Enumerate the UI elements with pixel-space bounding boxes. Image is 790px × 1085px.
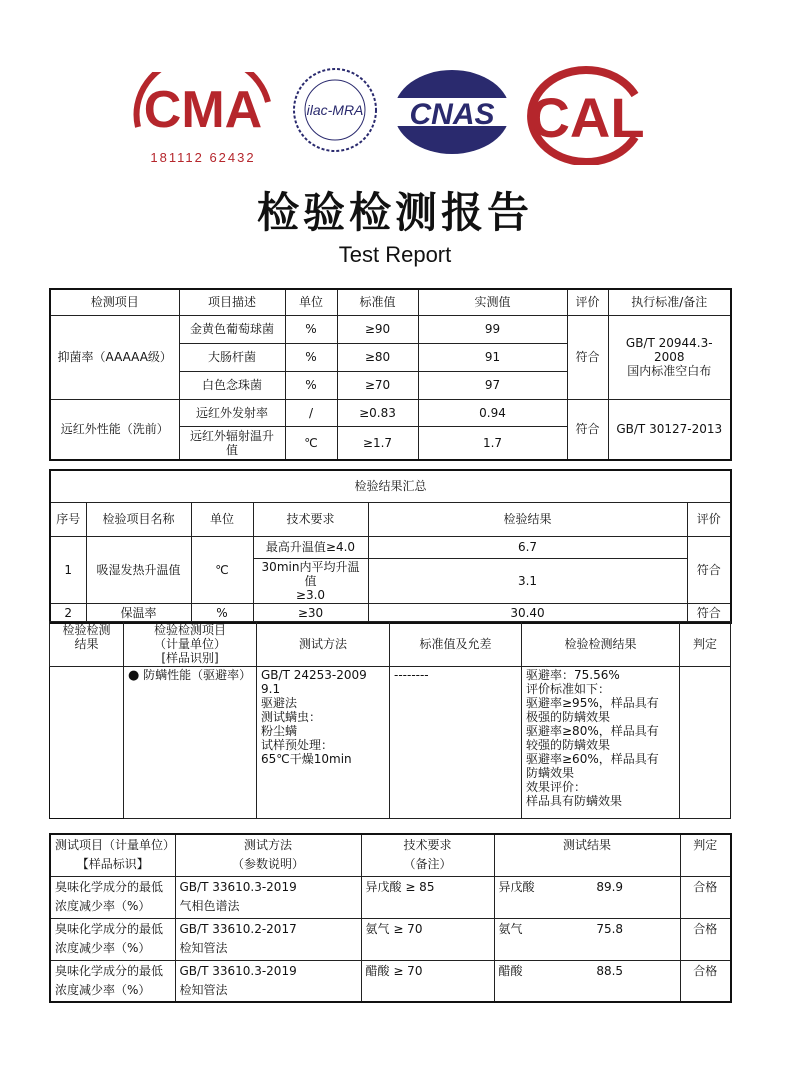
result-line: 较强的防螨效果 [526,738,611,752]
result-line: 极强的防螨效果 [526,710,611,724]
header-cell: 序号 [50,502,86,536]
header-line: （备注） [403,857,452,872]
header-cell: 标准值及允差 [390,622,522,667]
odor-table [49,833,732,1003]
test-item-cell: 抑菌率（AAAAA级） [50,315,179,399]
ilac-mra-logo-text: ilac-MRA [306,102,364,118]
header-cell: 检测项目 [50,289,179,315]
result-cell [522,667,680,819]
header-line: 【样品标识】 [76,857,149,872]
cma-number: 181112 62432 [150,150,256,165]
result-cell: 6.7 [368,536,687,558]
header-cell: 检验结果 [368,502,687,536]
req-cell [253,558,368,603]
result-line: 驱避率：75.56% [526,668,620,682]
req-line: ≥3.0 [295,587,326,602]
header-cell: 检验项目名称 [86,502,191,536]
header-line: （参数说明） [231,857,304,872]
table-row [50,399,731,426]
header-line: 测试方法 [243,838,292,853]
name-cell: 保温率 [86,603,191,623]
table-row [50,918,731,960]
table-row [50,603,731,623]
value-cell: 1.7 [418,426,567,460]
item-line: 臭味化学成分的最低 [55,921,164,936]
corner-line: 结果 [74,637,99,651]
desc-cell: 白色念珠菌 [179,371,285,399]
result-value: 88.5 [596,963,624,978]
corner-line: 检验检测 [62,623,111,637]
empty-cell [50,667,124,819]
table-row [50,960,731,1002]
test-item-cell: 远红外性能（洗前） [50,399,179,460]
header-cell: 执行标准/备注 [608,289,731,315]
value-cell: 91 [418,343,567,371]
header-cell: 评价 [567,289,608,315]
method-line: 驱避法 [261,696,298,710]
item-cell [50,960,175,1002]
header-cell: 技术要求 [253,502,368,536]
result-cell [494,960,680,1002]
result-line: 驱避率≥80%，样品具有 [526,724,659,738]
result-name: 氨气 [498,921,523,936]
unit-cell: ℃ [285,426,337,460]
item-line: 浓度减少率（%） [55,898,151,913]
unit-cell: % [285,371,337,399]
item-text: 防螨性能（驱避率） [143,668,252,682]
desc-cell: 远红外发射率 [179,399,285,426]
method-line: GB/T 33610.3-2019 [179,963,297,978]
desc-line: 值 [225,442,238,457]
header-cell: 判定 [680,622,731,667]
judge-cell: 合格 [680,876,731,918]
logo-bar [0,60,790,170]
cma-logo [128,72,278,167]
method-line: 气相色谱法 [179,898,240,913]
method-line: GB/T 33610.2-2017 [179,921,297,936]
method-cell [257,667,390,819]
method-line: 粉尘螨 [261,724,298,738]
result-cell [494,918,680,960]
req-cell: 氨气 ≥ 70 [361,918,494,960]
caption-row [50,470,731,502]
value-cell: 99 [418,315,567,343]
result-line: 效果评价： [526,780,587,794]
header-cell: 测试结果 [494,834,680,876]
table-header-row [50,834,731,876]
header-cell: 测试方法 [257,622,390,667]
method-line: 试样预处理： [261,738,334,752]
header-cell [50,834,175,876]
desc-line: 远红外辐射温升 [189,428,274,443]
unit-cell: % [191,603,253,623]
desc-cell [179,426,285,460]
no-cell: 2 [50,603,86,623]
header-cell [175,834,361,876]
judge-cell: 合格 [680,918,731,960]
table-header-row [50,289,731,315]
eval-cell: 符合 [567,399,608,460]
table-row [50,876,731,918]
eval-cell: 符合 [687,536,731,603]
item-cell [50,918,175,960]
standard-code: GB/T 20944.3-2008 [625,336,713,364]
item-line: 臭味化学成分的最低 [55,963,164,978]
std-cell: ≥80 [337,343,418,371]
unit-cell: % [285,343,337,371]
result-name: 醋酸 [498,963,523,978]
method-line: 9.1 [261,682,281,696]
standard-note: 国内标准空白布 [627,364,712,378]
result-line: 样品具有防螨效果 [526,794,623,808]
ilac-mra-logo [290,65,380,155]
tolerance-cell: -------- [390,667,522,819]
cma-logo-text: CMA [143,81,263,139]
table-row [50,667,731,819]
header-line: 技术要求 [403,838,452,853]
antibacterial-table [49,288,732,461]
table-row [50,536,731,558]
value-cell: 0.94 [418,399,567,426]
unit-cell: % [285,315,337,343]
result-cell: 30.40 [368,603,687,623]
header-cell: 实测值 [418,289,567,315]
item-cell [124,667,257,819]
header-cell: 评价 [687,502,731,536]
method-cell [175,918,361,960]
bullet-icon: ● [128,668,140,683]
table-header-row [50,622,731,667]
result-value: 75.8 [596,921,624,936]
value-cell: 97 [418,371,567,399]
std-cell: ≥90 [337,315,418,343]
summary-caption: 检验结果汇总 [50,470,731,502]
corner-cell [50,622,124,667]
standard-cell [608,315,731,399]
std-cell: ≥1.7 [337,426,418,460]
header-cell: 标准值 [337,289,418,315]
result-line: 驱避率≥95%，样品具有 [526,696,659,710]
header-line: 检验检测项目 [153,623,226,637]
unit-cell: / [285,399,337,426]
result-cell [494,876,680,918]
req-line: 30min内平均升温值 [261,559,360,588]
result-line: 评价标准如下： [526,682,611,696]
cal-logo [525,65,645,165]
method-line: 检知管法 [179,940,228,955]
no-cell: 1 [50,536,86,603]
result-line: 防螨效果 [526,766,575,780]
method-line: 65℃干燥10min [261,752,352,766]
method-cell [175,960,361,1002]
judge-cell: 合格 [680,960,731,1002]
result-value: 89.9 [596,879,624,894]
std-cell: ≥0.83 [337,399,418,426]
req-cell: 醋酸 ≥ 70 [361,960,494,1002]
header-line: [样品识别] [161,651,219,665]
cnas-logo-text: CNAS [409,98,495,131]
result-line: 驱避率≥60%，样品具有 [526,752,659,766]
header-line: 测试项目（计量单位） [55,838,176,853]
header-cell: 项目描述 [179,289,285,315]
header-cell: 检验检测结果 [522,622,680,667]
anti-mite-table [49,621,731,819]
method-line: GB/T 24253-2009 [261,668,367,682]
header-cell: 判定 [680,834,731,876]
header-cell [361,834,494,876]
item-line: 臭味化学成分的最低 [55,879,164,894]
cnas-logo [392,68,512,156]
result-name: 异戊酸 [498,879,535,894]
method-line: 测试螨虫： [261,710,322,724]
summary-table [49,469,732,624]
eval-cell: 符合 [567,315,608,399]
method-line: 检知管法 [179,982,228,997]
item-line: 浓度减少率（%） [55,982,151,997]
standard-cell: GB/T 30127-2013 [608,399,731,460]
report-title: 检验检测报告 [256,188,533,237]
table-row [50,315,731,343]
cal-logo-text: CAL [529,86,645,149]
header-cell: 单位 [285,289,337,315]
eval-cell: 符合 [687,603,731,623]
desc-cell: 大肠杆菌 [179,343,285,371]
item-line: 浓度减少率（%） [55,940,151,955]
report-subtitle: Test Report [338,242,452,267]
std-cell: ≥70 [337,371,418,399]
table-header-row [50,502,731,536]
header-cell: 单位 [191,502,253,536]
method-cell [175,876,361,918]
req-cell: 异戊酸 ≥ 85 [361,876,494,918]
method-line: GB/T 33610.3-2019 [179,879,297,894]
req-cell: ≥30 [253,603,368,623]
header-line: （计量单位） [153,637,226,651]
name-cell: 吸湿发热升温值 [86,536,191,603]
header-cell [124,622,257,667]
item-cell [50,876,175,918]
desc-cell: 金黄色葡萄球菌 [179,315,285,343]
judge-cell [680,667,731,819]
req-cell: 最高升温值≥4.0 [253,536,368,558]
unit-cell: ℃ [191,536,253,603]
result-cell: 3.1 [368,558,687,603]
